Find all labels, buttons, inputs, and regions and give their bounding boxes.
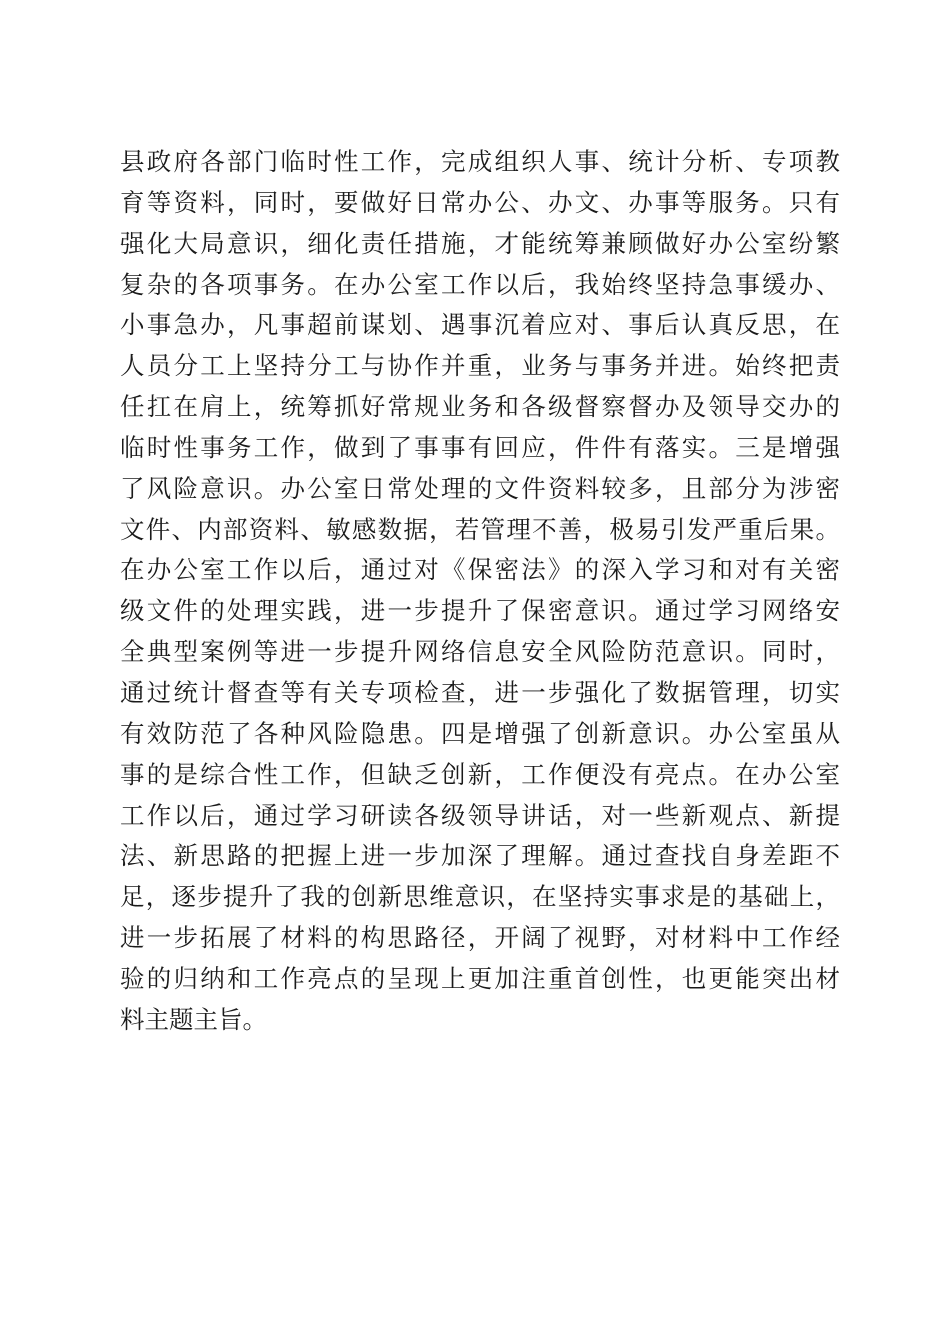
- text-line: 事的是综合性工作，但缺乏创新，工作便没有亮点。在办公室: [120, 759, 840, 789]
- text-line: 足，逐步提升了我的创新思维意识，在坚持实事求是的基础上，: [120, 882, 840, 912]
- text-line: 法、新思路的把握上进一步加深了理解。通过查找自身差距不: [120, 841, 840, 871]
- text-line: 临时性事务工作，做到了事事有回应，件件有落实。三是增强: [120, 432, 840, 462]
- body-text: [120, 142, 840, 1041]
- text-line: 工作以后，通过学习研读各级领导讲话，对一些新观点、新提: [120, 800, 840, 830]
- text-line: 县政府各部门临时性工作，完成组织人事、统计分析、专项教: [120, 147, 840, 176]
- text-line: 有效防范了各种风险隐患。四是增强了创新意识。办公室虽从: [120, 718, 840, 748]
- text-line: 文件、内部资料、敏感数据，若管理不善，极易引发严重后果。: [120, 514, 840, 544]
- text-line: 验的归纳和工作亮点的呈现上更加注重首创性，也更能突出材: [120, 963, 840, 993]
- text-line: 强化大局意识，细化责任措施，才能统筹兼顾做好办公室纷繁: [120, 228, 840, 258]
- text-line: 了风险意识。办公室日常处理的文件资料较多，且部分为涉密: [120, 473, 840, 503]
- text-line: 进一步拓展了材料的构思路径，开阔了视野，对材料中工作经: [120, 923, 840, 953]
- text-line: 复杂的各项事务。在办公室工作以后，我始终坚持急事缓办、: [120, 269, 840, 299]
- text-line: 任扛在肩上，统筹抓好常规业务和各级督察督办及领导交办的: [120, 392, 840, 422]
- text-line: 在办公室工作以后，通过对《保密法》的深入学习和对有关密: [120, 555, 840, 585]
- text-line: 通过统计督查等有关专项检查，进一步强化了数据管理，切实: [120, 677, 840, 707]
- text-line: 人员分工上坚持分工与协作并重，业务与事务并进。始终把责: [120, 351, 840, 381]
- text-line: 全典型案例等进一步提升网络信息安全风险防范意识。同时，: [120, 637, 840, 667]
- text-line: 育等资料，同时，要做好日常办公、办文、办事等服务。只有: [120, 187, 840, 217]
- text-line: 级文件的处理实践，进一步提升了保密意识。通过学习网络安: [120, 596, 840, 626]
- text-line: 料主题主旨。: [120, 1004, 267, 1034]
- text-line: 小事急办，凡事超前谋划、遇事沉着应对、事后认真反思，在: [120, 310, 840, 340]
